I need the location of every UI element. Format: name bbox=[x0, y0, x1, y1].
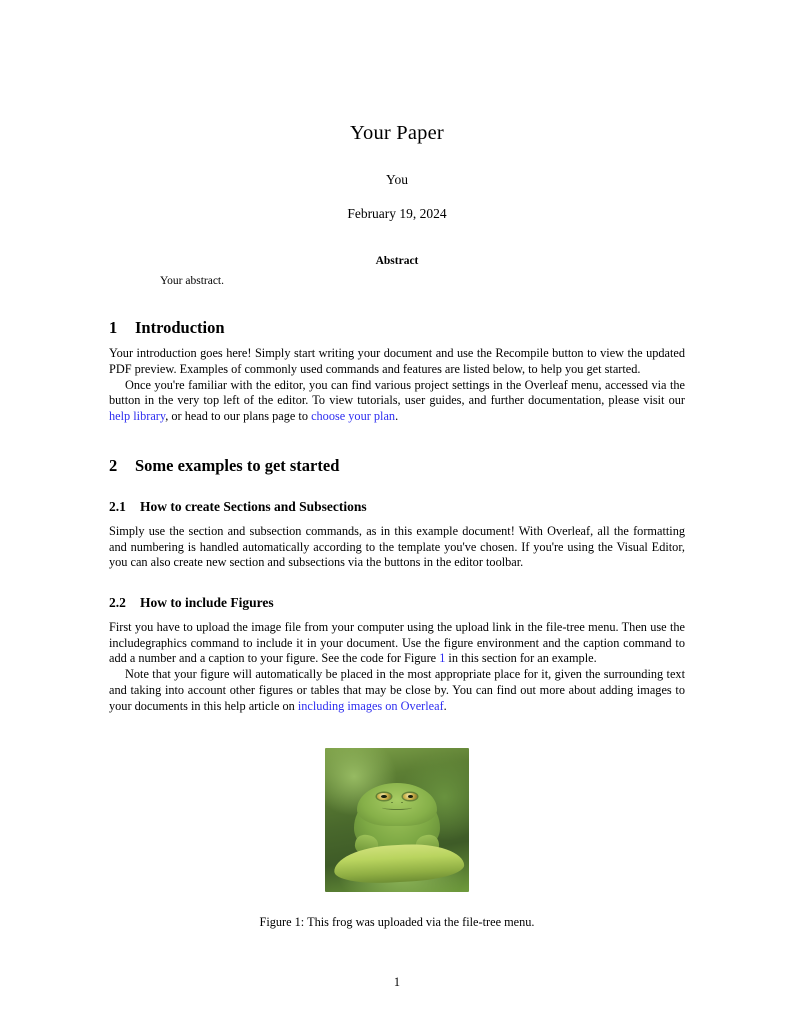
subsection-number-2-1: 2.1 bbox=[109, 498, 126, 514]
paragraph-2-2-1-post: in this section for an example. bbox=[445, 651, 597, 666]
frog-eye-right bbox=[403, 793, 417, 800]
frog-image bbox=[325, 748, 469, 892]
including-images-link[interactable]: including images on Overleaf bbox=[297, 698, 444, 713]
page-number: 1 bbox=[393, 975, 401, 989]
paragraph-2-2-1-pre: First you have to upload the image file from your computer using the upload link in the file-tree menu. Then use the includegraphics command to include it in your document. Use the figure environment and the caption command to add a number and a caption to your figure. See the code for Figure bbox=[109, 619, 685, 666]
figure-caption: Figure 1: This frog was uploaded via the file-tree menu. bbox=[259, 915, 535, 930]
frog-pupil-right bbox=[408, 795, 414, 798]
choose-your-plan-link[interactable]: choose your plan bbox=[311, 409, 396, 424]
page-title: Your Paper bbox=[350, 122, 444, 144]
section-heading-2 bbox=[109, 457, 685, 475]
section-title-1: Introduction bbox=[135, 318, 225, 337]
help-library-link[interactable]: help library bbox=[109, 409, 166, 424]
frog-eye-left bbox=[377, 793, 391, 800]
paragraph-intro-1: Your introduction goes here! Simply start writing your document and use the Recompile button to view the updated PDF preview. Examples of commonly used commands and features are listed below, to help you get started. bbox=[109, 346, 685, 376]
document-author: You bbox=[386, 172, 408, 187]
frog-nostril-right bbox=[401, 802, 403, 803]
subsection-number-2-2: 2.2 bbox=[109, 595, 126, 610]
section-number-2: 2 bbox=[109, 455, 118, 475]
figure-block bbox=[109, 748, 685, 930]
subsection-heading-2-2 bbox=[109, 596, 685, 611]
subsection-heading-2-1 bbox=[109, 500, 685, 515]
paragraph-2-2-2-pre: Note that your figure will automatically be placed in the most appropriate place for it, given the surrounding text and taking into account other figures or tables that may be close by. You can find out more about adding images to your documents in this help article on bbox=[109, 667, 685, 713]
paragraph-intro-2-mid: , or head to our plans page to bbox=[165, 409, 312, 424]
figure-reference-link[interactable]: 1 bbox=[439, 651, 446, 666]
document-date: February 19, 2024 bbox=[347, 206, 447, 221]
section-title-2: Some examples to get started bbox=[135, 455, 340, 475]
abstract-text: Your abstract. bbox=[160, 275, 224, 287]
section-number-1: 1 bbox=[109, 318, 118, 337]
paragraph-2-2-1 bbox=[109, 620, 685, 667]
frog-nostril-left bbox=[391, 802, 393, 803]
subsection-title-2-1: How to create Sections and Subsections bbox=[140, 498, 367, 514]
paragraph-2-2-2 bbox=[109, 667, 685, 714]
paragraph-2-1-1: Simply use the section and subsection commands, as in this example document! With Overleaf, all the formatting and numbering is handled automatically according to the template you've chosen. If you're using the Visual Editor, you can also create new section and subsections via the buttons in the editor toolbar. bbox=[109, 523, 685, 570]
abstract-heading: Abstract bbox=[375, 255, 419, 267]
paragraph-intro-2-pre: Once you're familiar with the editor, you can find various project settings in the Overleaf menu, accessed via the button in the very top left of the editor. To view tutorials, user guides, and further documentation, please visit our bbox=[109, 377, 685, 408]
paragraph-intro-2-post: . bbox=[395, 409, 399, 424]
subsection-title-2-2: How to include Figures bbox=[140, 595, 274, 610]
paragraph-intro-2 bbox=[109, 378, 685, 425]
document-body bbox=[109, 0, 685, 930]
frog-mouth bbox=[382, 805, 413, 810]
section-heading-1 bbox=[109, 319, 685, 337]
paragraph-2-2-2-post: . bbox=[443, 698, 447, 713]
frog-pupil-left bbox=[381, 795, 387, 798]
